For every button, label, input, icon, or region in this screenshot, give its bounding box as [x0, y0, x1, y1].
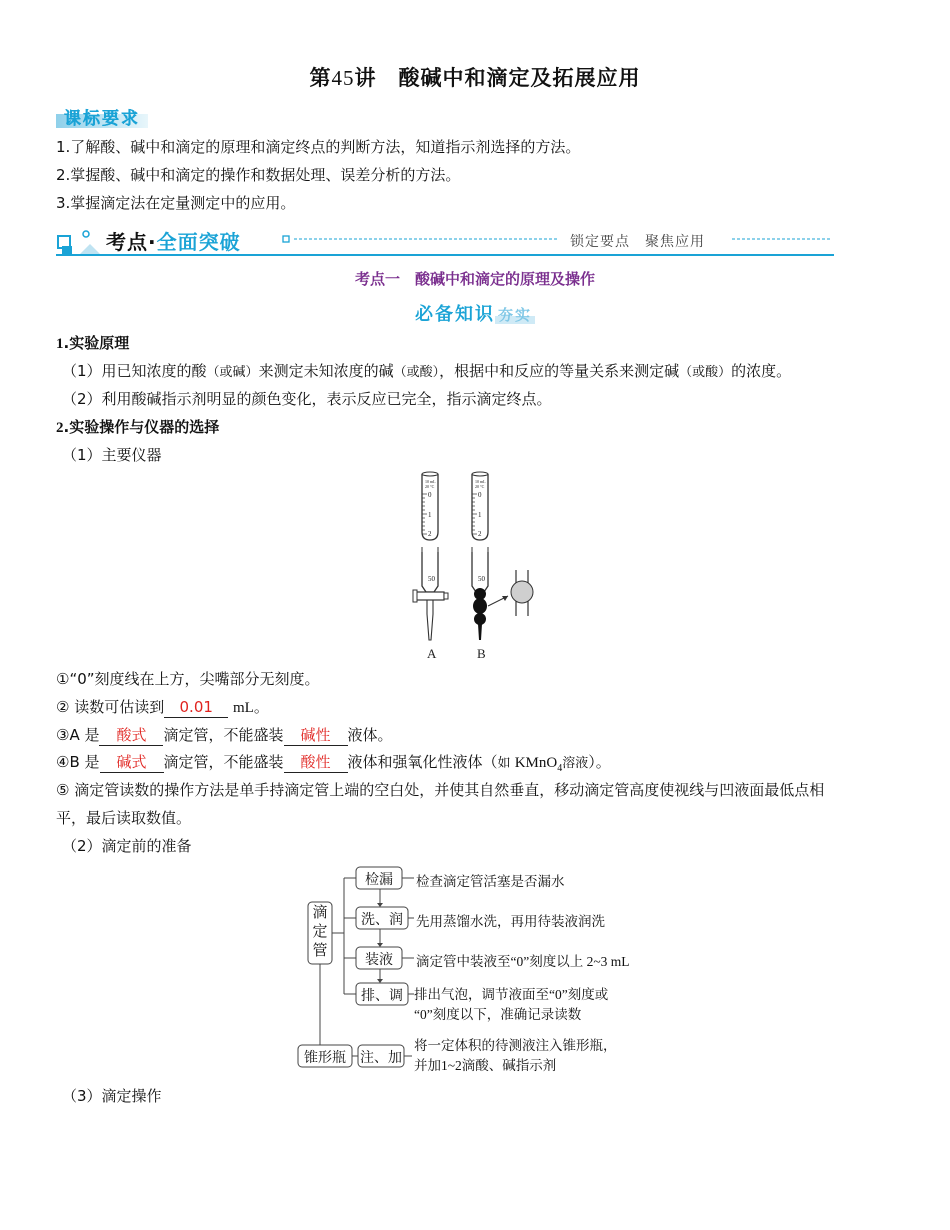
flow-desc-fill: 滴定管中装液至“0”刻度以上 2~3 mL: [416, 954, 630, 969]
flow-step-add: 注、加: [360, 1051, 402, 1066]
burette-b: [472, 472, 488, 640]
page-title: 第45讲 酸碱中和滴定及拓展应用: [309, 66, 641, 90]
note-5: ⑤ 滴定管读数的操作方法是单手持滴定管上端的空白处，并使其自然垂直，移动滴定管高度使视线与凹液面最低点相: [56, 781, 825, 799]
svg-text:20 °C: 20 °C: [475, 484, 485, 489]
tick-label: 2: [478, 530, 482, 538]
tick-label: 1: [428, 511, 432, 519]
flow-step-leak-check: 检漏: [365, 873, 393, 888]
preparation-flowchart: [296, 862, 666, 1078]
burette-a: [413, 472, 448, 640]
tick-label: 0: [428, 491, 432, 499]
tick-label: 0: [478, 491, 482, 499]
requirement-3: 3.掌握滴定法在定量测定中的应用。: [56, 194, 296, 212]
requirement-1: 1.了解酸、碱中和滴定的原理和滴定终点的判断方法，知道指示剂选择的方法。: [56, 138, 581, 156]
knowledge-heading: 必备知识 夯实: [0, 300, 950, 326]
flow-desc-adjust: 排出气泡，调节液面至“0”刻度或 “0”刻度以下，准确记录读数: [414, 987, 609, 1022]
requirement-2: 2.掌握酸、碱中和滴定的操作和数据处理、误差分析的方法。: [56, 166, 461, 184]
note-4: ④B 是 碱式 滴定管，不能盛装 酸性 液体和强氧化性液体（如 KMnO$_4$溶液）。: [56, 753, 611, 774]
principle-2: （2）利用酸碱指示剂明显的颜色变化，表示反应已完全，指示滴定终点。: [62, 390, 552, 408]
svg-text:10 mL: 10 mL: [425, 479, 436, 484]
flow-root: 滴 定 管: [312, 905, 328, 959]
flow-desc-add: 将一定体积的待测液注入锥形瓶， 并加1~2滴酸、碱指示剂: [414, 1038, 617, 1073]
topic-banner: [56, 226, 834, 258]
label-b: B: [477, 646, 486, 661]
tick-label-low: 50: [428, 575, 435, 583]
banner-tagline: 锁定要点 聚焦应用: [570, 234, 705, 250]
note-2: ② 读数可估读到 0.01 mL。: [56, 698, 269, 716]
note-5-cont: 平，最后读取数值。: [56, 809, 192, 827]
sub-heading-titration: （3）滴定操作: [62, 1087, 162, 1105]
flow-desc-rinse: 先用蒸馏水洗，再用待装液润洗: [416, 914, 605, 929]
heading-principle: 1.实验原理: [56, 334, 130, 352]
banner-left: 考点: [106, 230, 148, 254]
burette-figure: [400, 468, 550, 664]
sub-heading-instruments: （1）主要仪器: [62, 446, 162, 464]
flow-step-adjust: 排、调: [361, 989, 403, 1004]
sub-heading-preparation: （2）滴定前的准备: [62, 837, 192, 855]
banner-right: 全面突破: [156, 230, 241, 254]
tick-label: 1: [478, 511, 482, 519]
tick-label-low: 50: [478, 575, 485, 583]
principle-1: （1）用已知浓度的酸（或碱）来测定未知浓度的碱（或酸），根据中和反应的等量关系来测定碱（或酸）的浓度。: [62, 362, 792, 380]
note-3: ③A 是 酸式 滴定管，不能盛装 碱性 液体。: [56, 726, 393, 744]
flow-flask: 锥形瓶: [304, 1051, 346, 1066]
section-badge-label: 课标要求: [64, 109, 140, 129]
label-a: A: [427, 646, 437, 661]
note-1: ①“0”刻度线在上方，尖嘴部分无刻度。: [56, 670, 320, 688]
flow-step-rinse: 洗、润: [361, 913, 403, 928]
svg-text:10 mL: 10 mL: [475, 479, 486, 484]
flow-step-fill: 装液: [365, 953, 393, 968]
flow-desc-leak-check: 检查滴定管活塞是否漏水: [416, 874, 565, 889]
heading-operation: 2.实验操作与仪器的选择: [56, 418, 220, 436]
svg-text:20 °C: 20 °C: [425, 484, 435, 489]
banner-dot: ·: [148, 230, 157, 254]
tick-label: 2: [428, 530, 432, 538]
section-badge: [56, 106, 148, 128]
section-title: 考点一 酸碱中和滴定的原理及操作: [354, 270, 595, 288]
